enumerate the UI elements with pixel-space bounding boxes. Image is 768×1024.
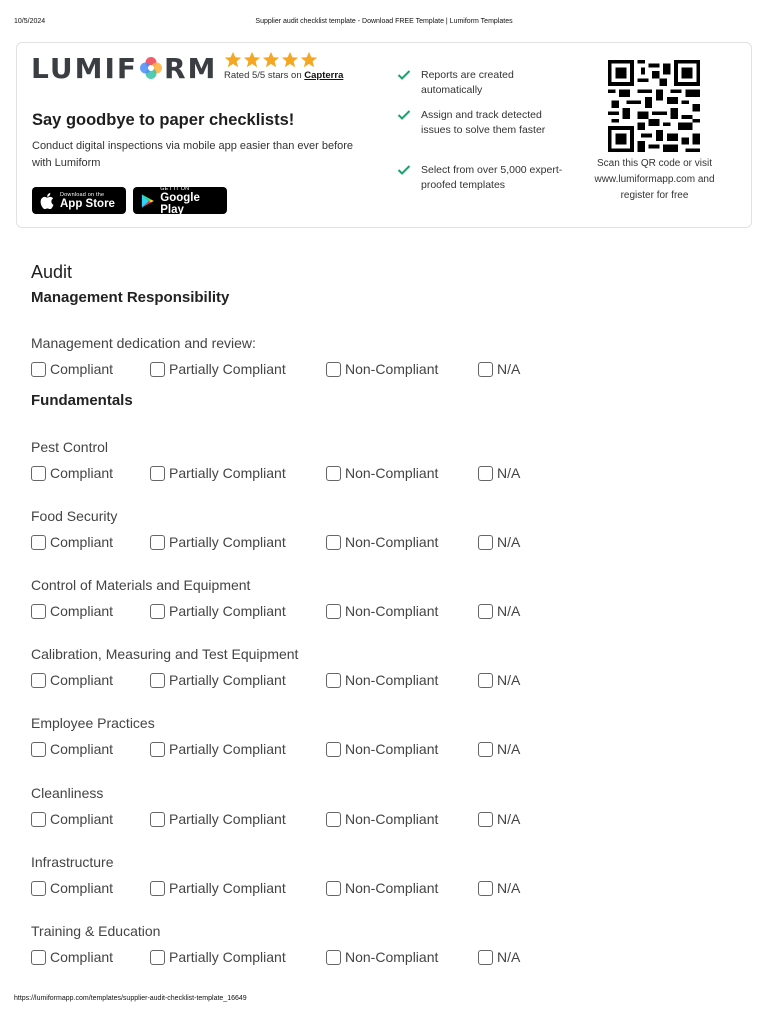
checkbox[interactable]: [150, 362, 165, 377]
option-label: N/A: [497, 465, 521, 481]
checkbox[interactable]: [478, 362, 493, 377]
option-label: Compliant: [50, 534, 114, 550]
question-label: Food Security: [31, 508, 118, 524]
answer-option[interactable]: [150, 465, 286, 481]
answer-option[interactable]: [478, 361, 520, 377]
checkbox[interactable]: [478, 742, 493, 757]
checkbox[interactable]: [150, 950, 165, 965]
answer-options: [31, 534, 631, 552]
lumiform-flower-icon: [139, 56, 163, 80]
option-label: Partially Compliant: [169, 672, 286, 688]
checkbox[interactable]: [478, 950, 493, 965]
option-label: Compliant: [50, 741, 114, 757]
option-label: Non-Compliant: [345, 949, 439, 965]
star-icon: [243, 51, 261, 69]
answer-option[interactable]: [150, 603, 286, 619]
question-label: Pest Control: [31, 439, 109, 455]
question-label: Control of Materials and Equipment: [31, 577, 251, 593]
feature-text: Select from over 5,000 expert-proofed templates: [421, 164, 563, 191]
option-label: Compliant: [50, 603, 114, 619]
app-store-small: Download on the: [60, 191, 105, 198]
option-label: Compliant: [50, 672, 114, 688]
checkbox[interactable]: [326, 812, 341, 827]
answer-option[interactable]: [478, 672, 520, 688]
answer-options: [31, 949, 631, 967]
answer-option[interactable]: [326, 741, 438, 757]
answer-option[interactable]: [478, 811, 520, 827]
checkbox[interactable]: [31, 535, 46, 550]
check-icon: [397, 109, 411, 121]
answer-option[interactable]: [150, 741, 286, 757]
answer-option[interactable]: [31, 534, 113, 550]
banner-heading: Say goodbye to paper checklists!: [32, 111, 295, 129]
answer-option[interactable]: [31, 741, 113, 757]
checkbox[interactable]: [326, 362, 341, 377]
answer-option[interactable]: [31, 603, 113, 619]
print-title: Supplier audit checklist template - Download FREE Template | Lumiform Templates: [255, 18, 513, 25]
logo-text-right: RM: [164, 51, 218, 85]
checkbox[interactable]: [150, 673, 165, 688]
answer-option[interactable]: [478, 741, 520, 757]
option-label: Non-Compliant: [345, 672, 439, 688]
answer-option[interactable]: [326, 534, 438, 550]
checkbox[interactable]: [478, 812, 493, 827]
checkbox[interactable]: [31, 742, 46, 757]
answer-option[interactable]: [150, 361, 286, 377]
checkbox[interactable]: [326, 673, 341, 688]
checkbox[interactable]: [326, 604, 341, 619]
check-icon: [397, 69, 411, 81]
checkbox[interactable]: [31, 950, 46, 965]
answer-option[interactable]: [326, 880, 438, 896]
checkbox[interactable]: [31, 812, 46, 827]
feature-text: Reports are created automatically: [421, 69, 514, 96]
answer-option[interactable]: [31, 949, 113, 965]
capterra-link[interactable]: Capterra: [304, 70, 344, 81]
option-label: N/A: [497, 811, 521, 827]
section-heading: Fundamentals: [31, 392, 133, 409]
checkbox[interactable]: [478, 673, 493, 688]
option-label: Non-Compliant: [345, 880, 439, 896]
checkbox[interactable]: [31, 881, 46, 896]
checkbox[interactable]: [150, 742, 165, 757]
option-label: Partially Compliant: [169, 949, 286, 965]
checkbox[interactable]: [31, 604, 46, 619]
star-icon: [262, 51, 280, 69]
option-label: Partially Compliant: [169, 880, 286, 896]
option-label: Non-Compliant: [345, 741, 439, 757]
checkbox[interactable]: [326, 742, 341, 757]
answer-options: [31, 465, 631, 483]
option-label: Non-Compliant: [345, 465, 439, 481]
answer-option[interactable]: [326, 949, 438, 965]
answer-option[interactable]: [326, 603, 438, 619]
answer-option[interactable]: [326, 811, 438, 827]
question-label: Calibration, Measuring and Test Equipment: [31, 646, 299, 662]
answer-option[interactable]: [478, 880, 520, 896]
answer-option[interactable]: [478, 534, 520, 550]
checkbox[interactable]: [150, 466, 165, 481]
option-label: Compliant: [50, 949, 114, 965]
answer-option[interactable]: [31, 465, 113, 481]
option-label: N/A: [497, 880, 521, 896]
answer-option[interactable]: [31, 361, 113, 377]
question-label: Management dedication and review:: [31, 335, 256, 351]
promo-banner: [16, 42, 752, 228]
checkbox[interactable]: [478, 535, 493, 550]
checkbox[interactable]: [326, 950, 341, 965]
option-label: N/A: [497, 361, 521, 377]
answer-option[interactable]: [31, 672, 113, 688]
qr-code[interactable]: [605, 60, 703, 152]
answer-option[interactable]: [150, 880, 286, 896]
answer-option[interactable]: [31, 811, 113, 827]
checkbox[interactable]: [150, 881, 165, 896]
banner-description: Conduct digital inspections via mobile app easier than ever before with Lumiform: [32, 140, 354, 169]
print-date: 10/5/2024: [14, 18, 46, 25]
feature-item: [397, 108, 567, 137]
lumiform-logo[interactable]: [31, 51, 217, 85]
checkbox[interactable]: [31, 362, 46, 377]
feature-item: [397, 68, 567, 97]
answer-options: [31, 672, 631, 690]
answer-option[interactable]: [478, 465, 520, 481]
option-label: Partially Compliant: [169, 465, 286, 481]
logo-text-left: LUMIF: [31, 51, 138, 85]
option-label: Non-Compliant: [345, 811, 439, 827]
answer-option[interactable]: [326, 672, 438, 688]
checkbox[interactable]: [150, 604, 165, 619]
question-label: Infrastructure: [31, 854, 114, 870]
print-header: [14, 18, 754, 30]
option-label: N/A: [497, 672, 521, 688]
answer-options: [31, 880, 631, 898]
option-label: Partially Compliant: [169, 534, 286, 550]
question-label: Training & Education: [31, 923, 161, 939]
answer-options: [31, 811, 631, 829]
rating-text: [224, 70, 343, 81]
question-label: Cleanliness: [31, 785, 104, 801]
qr-caption: Scan this QR code or visit www.lumiformapp.com and register for free: [594, 158, 715, 201]
answer-option[interactable]: [31, 880, 113, 896]
google-play-icon: [141, 193, 154, 209]
answer-options: [31, 361, 631, 379]
answer-option[interactable]: [478, 603, 520, 619]
star-icon: [224, 51, 242, 69]
option-label: N/A: [497, 741, 521, 757]
answer-option[interactable]: [150, 534, 286, 550]
answer-option[interactable]: [150, 811, 286, 827]
checkbox[interactable]: [31, 466, 46, 481]
star-icon: [281, 51, 299, 69]
answer-options: [31, 603, 631, 621]
answer-options: [31, 741, 631, 759]
answer-option[interactable]: [150, 949, 286, 965]
rating-stars: [224, 51, 318, 69]
checkbox[interactable]: [478, 881, 493, 896]
option-label: N/A: [497, 534, 521, 550]
google-play-big: Google Play: [160, 191, 200, 216]
option-label: Compliant: [50, 465, 114, 481]
check-icon: [397, 164, 411, 176]
option-label: N/A: [497, 949, 521, 965]
checkbox[interactable]: [326, 466, 341, 481]
rating-prefix: Rated 5/5 stars on: [224, 70, 302, 81]
option-label: Non-Compliant: [345, 603, 439, 619]
answer-option[interactable]: [478, 949, 520, 965]
checkbox[interactable]: [31, 673, 46, 688]
question-label: Employee Practices: [31, 715, 155, 731]
star-icon: [300, 51, 318, 69]
option-label: Partially Compliant: [169, 361, 286, 377]
option-label: Partially Compliant: [169, 811, 286, 827]
option-label: Compliant: [50, 361, 114, 377]
option-label: Compliant: [50, 811, 114, 827]
apple-icon: [40, 193, 54, 209]
checkbox[interactable]: [478, 604, 493, 619]
answer-option[interactable]: [150, 672, 286, 688]
option-label: Partially Compliant: [169, 603, 286, 619]
option-label: Compliant: [50, 880, 114, 896]
checkbox[interactable]: [478, 466, 493, 481]
answer-option[interactable]: [326, 361, 438, 377]
checkbox[interactable]: [150, 535, 165, 550]
google-play-small: GET IT ON: [160, 185, 190, 192]
option-label: Non-Compliant: [345, 361, 439, 377]
option-label: Partially Compliant: [169, 741, 286, 757]
section-heading: Management Responsibility: [31, 289, 230, 306]
option-label: N/A: [497, 603, 521, 619]
feature-item: [397, 163, 567, 192]
option-label: Non-Compliant: [345, 534, 439, 550]
app-store-button[interactable]: [32, 187, 126, 214]
feature-text: Assign and track detected issues to solve them faster: [421, 109, 546, 136]
answer-option[interactable]: [326, 465, 438, 481]
app-store-big: App Store: [60, 197, 115, 210]
checkbox[interactable]: [326, 535, 341, 550]
checkbox[interactable]: [326, 881, 341, 896]
print-footer-url: https://lumiformapp.com/templates/supplier-audit-checklist-template_16649: [14, 995, 247, 1002]
checkbox[interactable]: [150, 812, 165, 827]
google-play-button[interactable]: [133, 187, 227, 214]
form-title: Audit: [31, 262, 73, 282]
